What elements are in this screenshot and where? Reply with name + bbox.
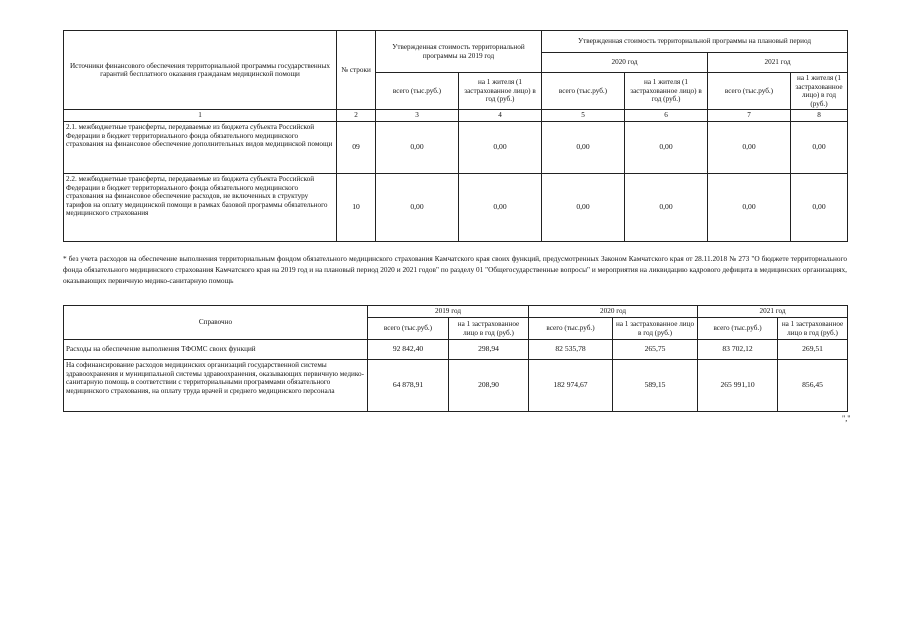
header-row-no: № строки <box>337 31 376 110</box>
col-number: 1 <box>64 110 337 122</box>
funding-sources-table <box>63 30 848 242</box>
header-sources: Источники финансового обеспечения территориальной программы государственных гарантий бесплатного оказания гражданам медицинской помощи <box>64 31 337 110</box>
row-number: 09 <box>337 121 376 173</box>
cell-value: 92 842,40 <box>368 340 449 360</box>
header-year-2020: 2020 год <box>529 306 698 318</box>
header-year-2020: 2020 год <box>542 53 708 73</box>
cell-value: 298,94 <box>449 340 529 360</box>
header-per-insured-2019: на 1 застрахованное лицо в год (руб.) <box>449 318 529 340</box>
row-label: На софинансирование расходов медицинских организаций государственной системы здравоохранения и муниципальной системы здравоохранения, оказывающих первичную медико-санитарную помощь в соответствии с территориальными программами обязательного медицинского страхования, на оплату труда врачей и среднего медицинского персонала <box>64 360 368 412</box>
cell-value: 0,00 <box>376 173 459 241</box>
cell-value: 265 991,10 <box>698 360 778 412</box>
cell-value: 0,00 <box>625 173 708 241</box>
table-row <box>64 173 848 241</box>
col-number: 8 <box>791 110 848 122</box>
header-total-2019: всего (тыс.руб.) <box>368 318 449 340</box>
row-label: Расходы на обеспечение выполнения ТФОМС своих функций <box>64 340 368 360</box>
cell-value: 208,90 <box>449 360 529 412</box>
header-total-2021: всего (тыс.руб.) <box>708 73 791 110</box>
table-row <box>64 360 848 412</box>
header-year-2021: 2021 год <box>698 306 848 318</box>
header-approved-planning: Утвержденная стоимость территориальной программы на плановый период <box>542 31 848 53</box>
header-approved-2019: Утвержденная стоимость территориальной программы на 2019 год <box>376 31 542 73</box>
cell-value: 0,00 <box>708 173 791 241</box>
header-per-insured-2021: на 1 застрахованное лицо в год (руб.) <box>778 318 848 340</box>
cell-value: 269,51 <box>778 340 848 360</box>
cell-value: 265,75 <box>613 340 698 360</box>
col-number: 4 <box>459 110 542 122</box>
header-total-2020: всего (тыс.руб.) <box>529 318 613 340</box>
cell-value: 589,15 <box>613 360 698 412</box>
cell-value: 0,00 <box>791 121 848 173</box>
header-total-2019: всего (тыс.руб.) <box>376 73 459 110</box>
cell-value: 0,00 <box>708 121 791 173</box>
header-year-2021: 2021 год <box>708 53 848 73</box>
cell-value: 0,00 <box>459 173 542 241</box>
col-number: 6 <box>625 110 708 122</box>
header-reference: Справочно <box>64 306 368 340</box>
row-number: 10 <box>337 173 376 241</box>
row-label: 2.2. межбюджетные трансферты, передаваемые из бюджета субъекта Российской Федерации в бюджет территориального фонда обязательного медицинского страхования на финансовое обеспечение расходов, не включенных в структуру тарифов на оплату медицинской помощи в рамках базовой программы обязательного медицинского страхования <box>64 173 337 241</box>
col-number: 5 <box>542 110 625 122</box>
cell-value: 0,00 <box>376 121 459 173</box>
cell-value: 0,00 <box>791 173 848 241</box>
header-year-2019: 2019 год <box>368 306 529 318</box>
cell-value: 182 974,67 <box>529 360 613 412</box>
cell-value: 82 535,78 <box>529 340 613 360</box>
table-row <box>64 340 848 360</box>
corner-mark: "," <box>842 414 851 423</box>
header-per-resident-2021: на 1 жителя (1 застрахованное лицо) в год (руб.) <box>791 73 848 110</box>
col-number: 7 <box>708 110 791 122</box>
cell-value: 0,00 <box>542 173 625 241</box>
reference-table <box>63 305 848 412</box>
cell-value: 0,00 <box>542 121 625 173</box>
header-per-insured-2020: на 1 застрахованное лицо в год (руб.) <box>613 318 698 340</box>
col-number: 3 <box>376 110 459 122</box>
cell-value: 0,00 <box>459 121 542 173</box>
header-total-2020: всего (тыс.руб.) <box>542 73 625 110</box>
cell-value: 83 702,12 <box>698 340 778 360</box>
row-label: 2.1. межбюджетные трансферты, передаваемые из бюджета субъекта Российской Федерации в бюджет территориального фонда обязательного медицинского страхования на финансовое обеспечение дополнительных видов медицинской помощи <box>64 121 337 173</box>
cell-value: 856,45 <box>778 360 848 412</box>
header-total-2021: всего (тыс.руб.) <box>698 318 778 340</box>
table-row <box>64 121 848 173</box>
cell-value: 64 878,91 <box>368 360 449 412</box>
footnote: * без учета расходов на обеспечение выполнения территориальным фондом обязательного медицинского страхования Камчатского края своих функций, предусмотренных Законом Камчатского края от 28.11.2018 № 273 "О бюджете территориального фонда обязательного медицинского страхования Камчатского края на 2019 год и на плановый период 2020 и 2021 годов" по разделу 01 "Общегосударственные вопросы" и мероприятия на ликвидацию кадрового дефицита в медицинских организациях, оказывающих первичную медико-санитарную помощь <box>63 254 847 285</box>
header-per-resident-2020: на 1 жителя (1 застрахованное лицо) в год (руб.) <box>625 73 708 110</box>
cell-value: 0,00 <box>625 121 708 173</box>
col-number: 2 <box>337 110 376 122</box>
header-per-resident-2019: на 1 жителя (1 застрахованное лицо) в год (руб.) <box>459 73 542 110</box>
